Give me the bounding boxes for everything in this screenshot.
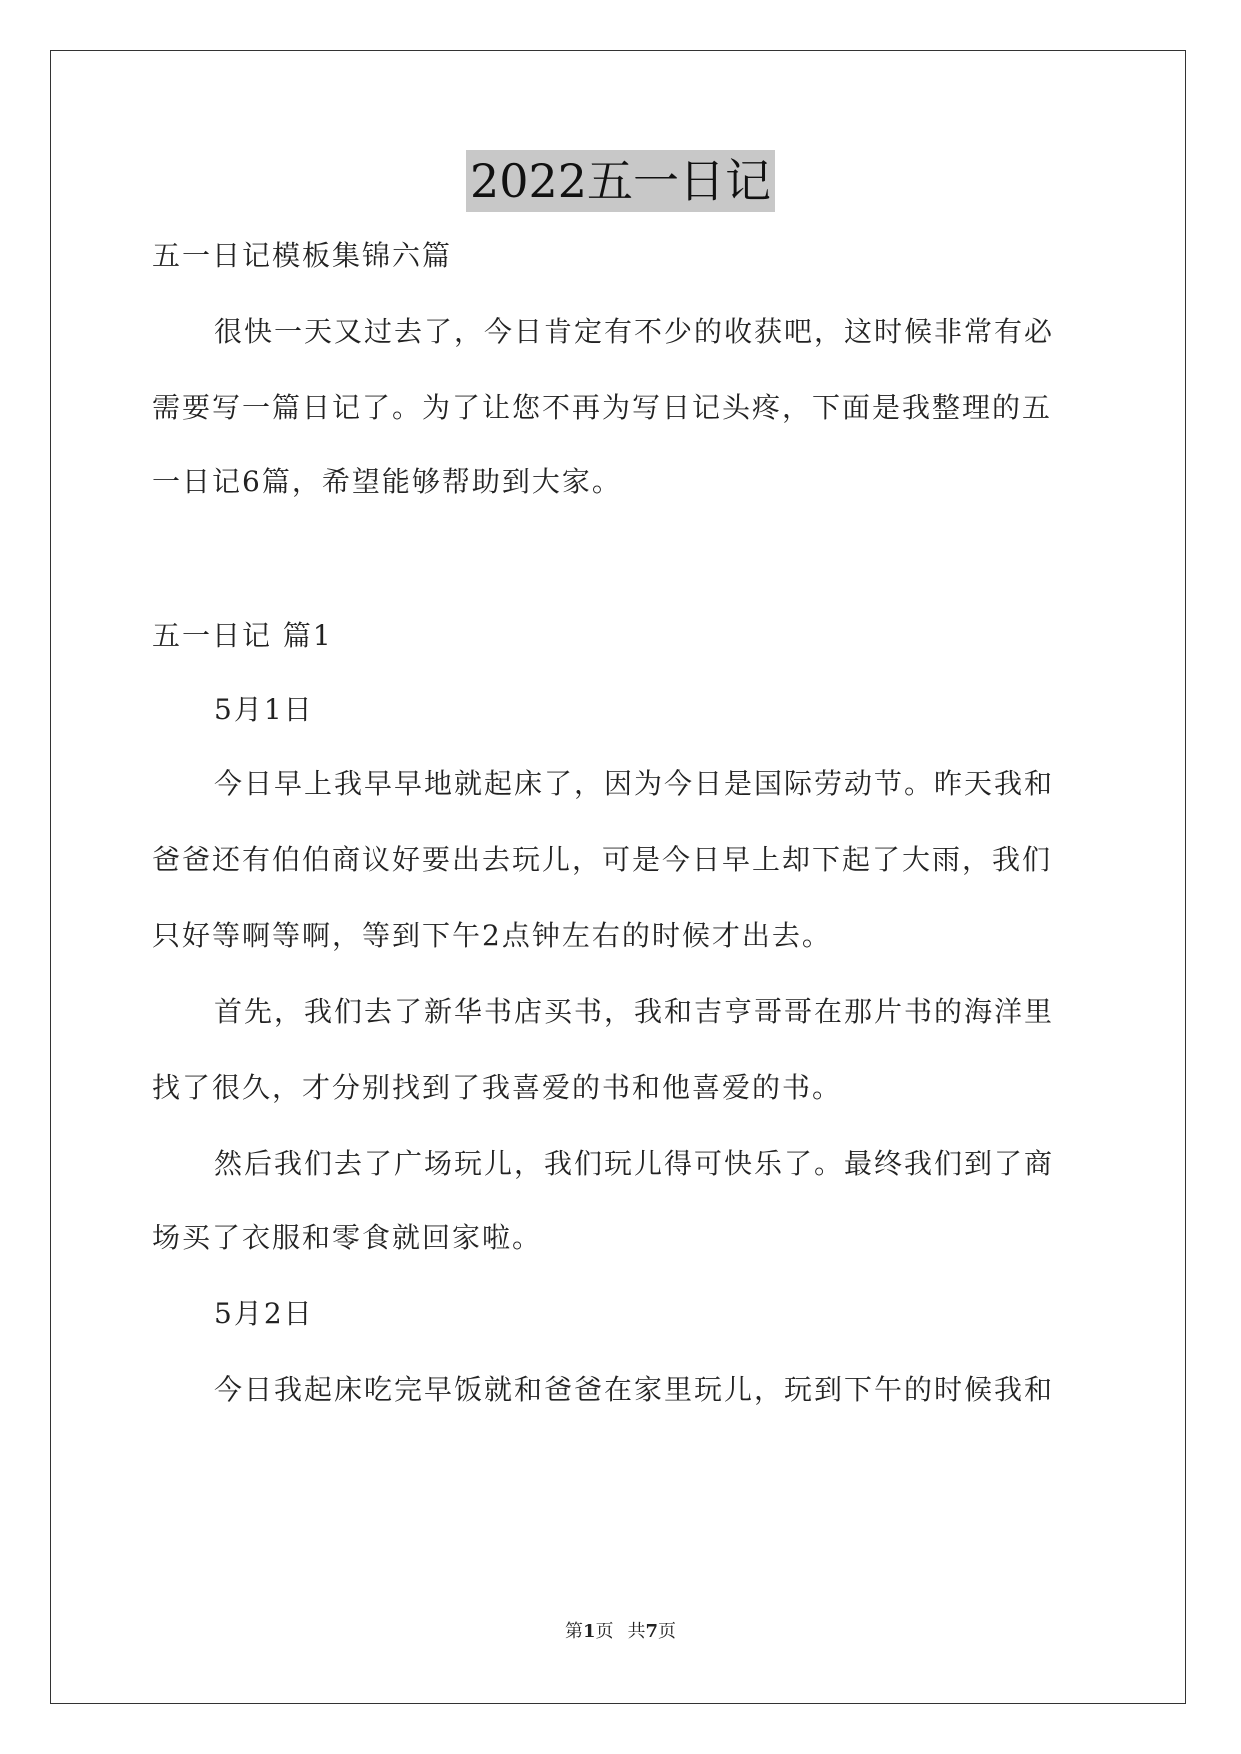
document-title: 2022五一日记	[466, 150, 775, 212]
paragraph-line: 爸爸还有伯伯商议好要出去玩儿，可是今日早上却下起了大雨，我们	[152, 843, 1053, 876]
paragraph-line: 首先，我们去了新华书店买书，我和吉亨哥哥在那片书的海洋里	[214, 995, 1055, 1028]
intro-line: 一日记6篇，希望能够帮助到大家。	[152, 465, 622, 498]
entry-date: 5月1日	[214, 693, 314, 726]
footer-page-prefix: 第	[564, 1621, 583, 1642]
intro-line: 需要写一篇日记了。为了让您不再为写日记头疼，下面是我整理的五	[152, 391, 1053, 424]
page-footer	[0, 1620, 1241, 1644]
paragraph-line: 只好等啊等啊，等到下午2点钟左右的时候才出去。	[152, 919, 832, 952]
paragraph-line: 今日我起床吃完早饭就和爸爸在家里玩儿，玩到下午的时候我和	[214, 1373, 1055, 1406]
footer-page-current: 1	[582, 1621, 596, 1642]
paragraph-line: 然后我们去了广场玩儿，我们玩儿得可快乐了。最终我们到了商	[214, 1147, 1055, 1180]
intro-line: 很快一天又过去了，今日肯定有不少的收获吧，这时候非常有必	[214, 315, 1055, 348]
subtitle: 五一日记模板集锦六篇	[152, 239, 453, 272]
entry-date: 5月2日	[214, 1297, 314, 1330]
footer-total-suffix: 页	[658, 1621, 677, 1642]
footer-total-prefix: 共	[627, 1621, 646, 1642]
footer-page-suffix: 页	[595, 1621, 614, 1642]
paragraph-line: 今日早上我早早地就起床了，因为今日是国际劳动节。昨天我和	[214, 767, 1055, 800]
paragraph-line: 场买了衣服和零食就回家啦。	[152, 1221, 543, 1254]
paragraph-line: 找了很久，才分别找到了我喜爱的书和他喜爱的书。	[152, 1071, 843, 1104]
footer-page-total: 7	[645, 1621, 659, 1642]
section-heading: 五一日记 篇1	[152, 619, 333, 652]
title-wrap	[0, 150, 1241, 212]
